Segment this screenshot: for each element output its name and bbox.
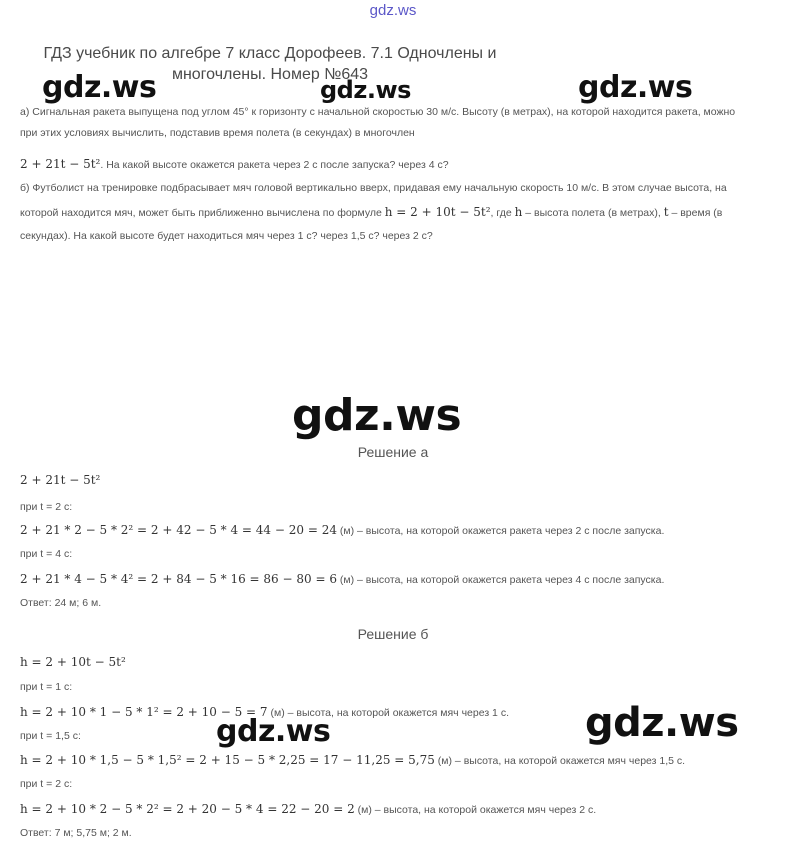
- solution-b-formula: [20, 650, 126, 675]
- solution-b-heading: Решение б: [357, 626, 429, 642]
- problem-a-line-3: [20, 152, 449, 177]
- text: (м) – высота, на которой окажется ракета через 4 с после запуска.: [336, 574, 665, 586]
- solution-a-formula: [20, 468, 100, 493]
- solution-a-heading: Решение а: [357, 444, 429, 460]
- text: которой находится мяч, может быть приближенно вычислена по формуле: [20, 207, 385, 219]
- solution-a-case-2: [20, 567, 664, 592]
- problem-b-line-2: [20, 200, 722, 225]
- text: – высота полета (в метрах),: [522, 207, 664, 219]
- watermark: gdz.ws: [292, 390, 462, 441]
- variable: t: [663, 205, 669, 219]
- watermark: gdz.ws: [585, 700, 739, 746]
- watermark: gdz.ws: [42, 70, 157, 105]
- problem-a-line-2: при этих условиях вычислить, подставив время полета (в секундах) в многочлен: [20, 127, 415, 139]
- solution-b-case-3-label: при t = 2 с:: [20, 778, 73, 790]
- calculation: 2 + 21 * 2 − 5 * 2² = 2 + 42 − 5 * 4 = 44 − 20 = 24: [20, 523, 337, 537]
- watermark: gdz.ws: [578, 70, 693, 105]
- calculation: h = 2 + 10 * 2 − 5 * 2² = 2 + 20 − 5 * 4 = 22 − 20 = 2: [20, 802, 355, 816]
- solution-b-case-2-label: при t = 1,5 с:: [20, 730, 81, 742]
- title-line-1: ГДЗ учебник по алгебре 7 класс Дорофеев. 7.1 Одночлены и: [43, 45, 497, 62]
- title-line-2: многочлены. Номер №643: [171, 66, 369, 83]
- formula: 2 + 21t − 5t²: [20, 473, 101, 487]
- formula: 2 + 21t − 5t²: [20, 157, 101, 171]
- watermark: gdz.ws: [216, 714, 331, 749]
- text: (м) – высота, на которой окажется ракета через 2 с после запуска.: [336, 525, 665, 537]
- text: (м) – высота, на которой окажется мяч через 1,5 с.: [434, 755, 686, 767]
- text: (м) – высота, на которой окажется мяч через 1 с.: [267, 707, 509, 719]
- site-logo-link[interactable]: gdz.ws: [369, 2, 417, 19]
- solution-a-case-2-label: при t = 4 с:: [20, 548, 73, 560]
- calculation: h = 2 + 10 * 1 − 5 * 1² = 2 + 10 − 5 = 7: [20, 705, 268, 719]
- calculation: 2 + 21 * 4 − 5 * 4² = 2 + 84 − 5 * 16 = 86 − 80 = 6: [20, 572, 337, 586]
- solution-a-answer: Ответ: 24 м; 6 м.: [20, 597, 102, 609]
- text: , где: [490, 207, 515, 219]
- text: – время (в: [668, 207, 723, 219]
- problem-b-line-3: секундах). На какой высоте будет находиться мяч через 1 с? через 1,5 с? через 2 с?: [20, 230, 433, 242]
- formula: h = 2 + 10t − 5t²: [20, 655, 126, 669]
- formula: h = 2 + 10t − 5t²: [384, 205, 491, 219]
- solution-b-case-1-label: при t = 1 с:: [20, 681, 73, 693]
- solution-b-case-2: [20, 748, 685, 773]
- watermark: gdz.ws: [320, 76, 411, 104]
- calculation: h = 2 + 10 * 1,5 − 5 * 1,5² = 2 + 15 − 5 * 2,25 = 17 − 11,25 = 5,75: [20, 753, 435, 767]
- solution-a-case-1-label: при t = 2 с:: [20, 501, 73, 513]
- problem-a-question: . На какой высоте окажется ракета через 2 с после запуска? через 4 с?: [100, 159, 449, 171]
- solution-b-answer: Ответ: 7 м; 5,75 м; 2 м.: [20, 827, 132, 839]
- variable: h: [514, 205, 523, 219]
- problem-b-line-1: б) Футболист на тренировке подбрасывает мяч головой вертикально вверх, придавая ему начальную скорость 10 м/с. В этом случае высота, на: [20, 182, 727, 194]
- solution-a-case-1: [20, 518, 664, 543]
- solution-b-case-3: [20, 797, 596, 822]
- text: (м) – высота, на которой окажется мяч через 2 с.: [354, 804, 597, 816]
- problem-a-line-1: а) Сигнальная ракета выпущена под углом 45° к горизонту с начальной скоростью 30 м/с. Высоту (в метрах), на которой находится ракета, можно: [20, 106, 736, 118]
